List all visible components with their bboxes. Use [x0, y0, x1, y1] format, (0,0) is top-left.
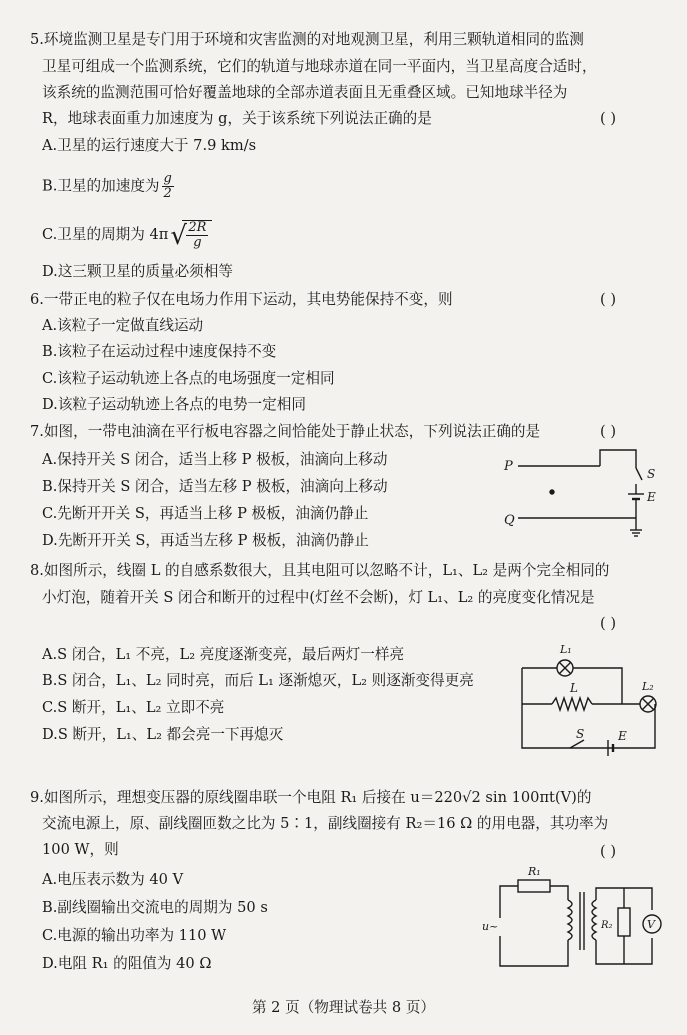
- q9-answer-paren: ( ): [600, 843, 617, 860]
- q5-option-c-fraction: [186, 221, 208, 250]
- q5-stem-line-4: R，地球表面重力加速度为 g，关于该系统下列说法正确的是: [42, 110, 432, 127]
- q9-stem-line-2: 交流电源上，原、副线圈匝数之比为 5∶1，副线圈接有 R₂＝16 Ω 的用电器，其功率为: [42, 815, 609, 832]
- q8-inductor-coil: [552, 698, 592, 710]
- q9-option-d: D.电阻 R₁ 的阻值为 40 Ω: [42, 955, 212, 972]
- q9-resistor-r2: [618, 908, 630, 936]
- q7-stem: 7.如图，一带电油滴在平行板电容器之间恰能处于静止状态，下列说法正确的是: [30, 423, 541, 440]
- q5-stem-line-2: 卫星可组成一个监测系统，它们的轨道与地球赤道在同一平面内，当卫星高度合适时，: [42, 58, 597, 75]
- q9-label-r2: R₂: [601, 920, 613, 931]
- q8-option-a: A.S 闭合，L₁ 不亮，L₂ 亮度逐渐变亮，最后两灯一样亮: [42, 646, 405, 663]
- q7-label-s: S: [647, 467, 656, 481]
- q9-stem-line-3: 100 W，则: [42, 841, 119, 858]
- q6-option-c: C.该粒子运动轨迹上各点的电场强度一定相同: [42, 370, 335, 387]
- q6-option-a: A.该粒子一定做直线运动: [42, 317, 204, 334]
- q5-option-c: [42, 220, 212, 250]
- q9-wire-primary-bottom: [500, 936, 568, 966]
- q8-option-c: C.S 断开，L₁、L₂ 立即不亮: [42, 699, 225, 716]
- q8-answer-paren: ( ): [600, 615, 617, 632]
- q7-label-p: P: [504, 459, 513, 474]
- q7-label-e: E: [647, 490, 656, 504]
- q8-label-e: E: [618, 729, 627, 743]
- q9-stem-line-1: 9.如图所示，理想变压器的原线圈串联一个电阻 R₁ 后接在 u＝220√2 sin 100πt(V)的: [30, 789, 592, 806]
- q5-option-c-denominator: g: [193, 235, 202, 250]
- q8-label-l1: L₁: [560, 643, 572, 656]
- q5-option-b-text: B.卫星的加速度为: [42, 177, 160, 195]
- q5-option-c-numerator: 2R: [188, 220, 207, 235]
- q9-wire-primary-top-left: [500, 886, 518, 918]
- q7-option-d: D.先断开开关 S，再适当左移 P 极板，油滴仍静止: [42, 532, 369, 549]
- q7-option-c: C.先断开开关 S，再适当上移 P 极板，油滴仍静止: [42, 505, 369, 522]
- q7-capacitor-figure: [500, 448, 660, 552]
- q9-option-a: A.电压表示数为 40 V: [42, 871, 184, 888]
- q6-answer-paren: ( ): [600, 291, 617, 308]
- q8-inductor-figure: [512, 640, 662, 759]
- q5-option-d: D.这三颗卫星的质量必须相等: [42, 263, 233, 280]
- q5-option-b-denominator: 2: [163, 186, 172, 201]
- q7-wire-top: [600, 450, 636, 468]
- q7-option-a: A.保持开关 S 闭合，适当上移 P 极板，油滴向上移动: [42, 451, 388, 468]
- q5-option-a: A.卫星的运行速度大于 7.9 km/s: [42, 137, 257, 154]
- q9-label-u: u~: [482, 920, 499, 933]
- q9-option-b: B.副线圈输出交流电的周期为 50 s: [42, 899, 268, 916]
- q9-transformer-figure: [480, 866, 670, 980]
- q9-primary-coil: [568, 900, 572, 940]
- q8-label-l2: L₂: [642, 680, 654, 693]
- q7-switch-s: [636, 468, 642, 480]
- q7-answer-paren: ( ): [600, 423, 617, 440]
- q6-stem: 6.一带正电的粒子仅在电场力作用下运动，其电势能保持不变，则: [30, 291, 453, 308]
- q5-option-b-numerator: g: [163, 171, 172, 186]
- q5-option-b: [42, 172, 176, 201]
- q8-wire-outer: [522, 668, 655, 748]
- q8-option-d: D.S 断开，L₁、L₂ 都会亮一下再熄灭: [42, 726, 284, 743]
- q5-option-b-fraction: [162, 172, 174, 201]
- q9-resistor-r1: [518, 880, 550, 892]
- q7-label-q: Q: [504, 513, 515, 528]
- q5-option-c-sqrt: √ $\frac{2R}{g}$: [170, 220, 212, 250]
- q5-stem-line-1: 5.环境监测卫星是专门用于环境和灾害监测的对地观测卫星，利用三颗轨道相同的监测: [30, 31, 584, 48]
- q8-stem-line-2: 小灯泡，随着开关 S 闭合和断开的过程中(灯丝不会断)，灯 L₁、L₂ 的亮度变化情况是: [42, 589, 595, 606]
- q7-option-b: B.保持开关 S 闭合，适当左移 P 极板，油滴向上移动: [42, 478, 388, 495]
- q6-option-b: B.该粒子在运动过程中速度保持不变: [42, 343, 277, 360]
- q9-secondary-coil: [592, 900, 596, 940]
- q9-option-c: C.电源的输出功率为 110 W: [42, 927, 227, 944]
- q8-label-s: S: [576, 727, 585, 741]
- q8-label-l: L: [570, 681, 578, 695]
- q9-label-r1: R₁: [528, 865, 541, 878]
- q9-label-v: V: [647, 918, 655, 931]
- q5-stem-line-3: 该系统的监测范围可恰好覆盖地球的全部赤道表面且无重叠区域。已知地球半径为: [42, 84, 568, 101]
- q5-option-c-text: C.卫星的周期为 4π: [42, 226, 169, 243]
- q8-switch-s: [570, 740, 584, 748]
- page-footer: 第 2 页（物理试卷共 8 页）: [251, 999, 436, 1016]
- q6-option-d: D.该粒子运动轨迹上各点的电势一定相同: [42, 396, 306, 413]
- q8-option-b: B.S 闭合，L₁、L₂ 同时亮，而后 L₁ 逐渐熄灭，L₂ 则逐渐变得更亮: [42, 672, 474, 689]
- q7-oil-drop: [550, 490, 554, 494]
- q8-stem-line-1: 8.如图所示，线圈 L 的自感系数很大，且其电阻可以忽略不计，L₁、L₂ 是两个完全相同的: [30, 562, 610, 579]
- q5-answer-paren: ( ): [600, 110, 617, 127]
- q9-wire-primary-top-right: [550, 886, 568, 900]
